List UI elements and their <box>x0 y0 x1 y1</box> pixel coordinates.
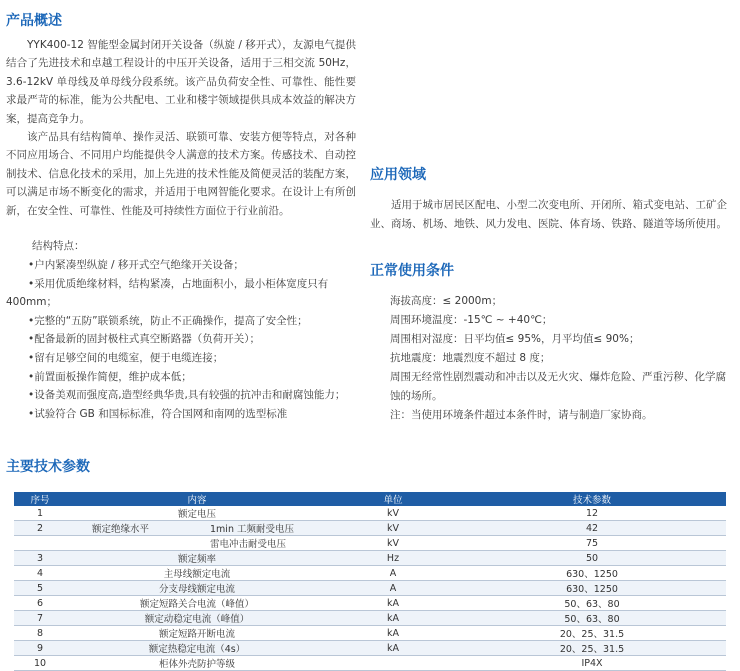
application-heading: 应用领域 <box>370 167 426 183</box>
row-no: 1 <box>14 506 66 521</box>
structure-list <box>6 256 356 423</box>
condition-item: 周围环境温度：-15℃ ~ +40℃； <box>390 314 553 326</box>
row-name: 额定电压 <box>66 506 328 521</box>
table-row <box>14 641 726 656</box>
row-name: 额定动稳定电流（峰值） <box>66 611 328 626</box>
conditions-heading: 正常使用条件 <box>370 263 454 279</box>
header-content: 内容 <box>66 492 328 506</box>
row-no: 10 <box>14 656 66 671</box>
row-no: 2 <box>14 521 66 536</box>
table-row <box>14 611 726 626</box>
row-value: 50 <box>458 551 726 566</box>
conditions-section <box>370 292 732 425</box>
condition-item: 抗地震度：地震烈度不超过 8 度； <box>390 352 551 364</box>
structure-item: •试验符合 GB 和国标标准，符合国网和南网的选型标准 <box>28 407 288 420</box>
params-table <box>14 492 726 671</box>
row-unit: kV <box>328 536 458 551</box>
overview-paragraph-2: 该产品具有结构简单、操作灵活、联锁可靠、安装方便等特点，对各种不同应用场合、不同用户均能提供令人满意的技术方案。传感技术、自动控制技术、信息化技术的采用，加上先进的技术性能及简便灵活的装配方案，可以满足市场不断变化的需求，并适用于电网智能化要求。在设计上有所创新，在安全性、可靠性、性能及可持续性方面位于行业前沿。 <box>6 131 356 217</box>
row-name: 额定短路开断电流 <box>66 626 328 641</box>
row-no <box>14 536 66 551</box>
row-no: 9 <box>14 641 66 656</box>
table-row <box>14 656 726 671</box>
table-row <box>14 626 726 641</box>
condition-item: 周围相对湿度：日平均值≤ 95%，月平均值≤ 90%； <box>390 333 640 345</box>
row-value: 50、63、80 <box>458 611 726 626</box>
row-no: 4 <box>14 566 66 581</box>
row-value: 12 <box>458 506 726 521</box>
application-section <box>370 196 732 234</box>
row-name: 柜体外壳防护等级 <box>66 656 328 671</box>
table-row <box>14 506 726 521</box>
row-name: 额定短路关合电流（峰值） <box>66 596 328 611</box>
table-row <box>14 581 726 596</box>
row-name: 主母线额定电流 <box>66 566 328 581</box>
table-row <box>14 536 726 551</box>
row-unit: A <box>328 581 458 596</box>
row-value: 630、1250 <box>458 581 726 596</box>
row-no: 5 <box>14 581 66 596</box>
row-value: 20、25、31.5 <box>458 641 726 656</box>
row-value: 42 <box>458 521 726 536</box>
structure-item: •设备美观而强度高,造型经典华贵,具有较强的抗冲击和耐腐蚀能力； <box>28 389 346 402</box>
overview-heading: 产品概述 <box>6 13 62 29</box>
row-name: 额定热稳定电流（4s） <box>66 641 328 656</box>
structure-item: •采用优质绝缘材料，结构紧凑，占地面积小，最小柜体宽度只有 <box>28 277 329 290</box>
structure-item: •完整的“五防”联锁系统，防止不正确操作，提高了安全性； <box>28 314 308 327</box>
table-row <box>14 566 726 581</box>
structure-item: •前置面板操作简便，维护成本低； <box>28 370 192 383</box>
condition-note: 注：当使用环境条件超过本条件时，请与制造厂家协商。 <box>390 409 653 421</box>
row-unit: A <box>328 566 458 581</box>
overview-section <box>6 36 356 220</box>
application-text: 适用于城市居民区配电、小型二次变电所、开闭所、箱式变电站、工矿企业、商场、机场、地铁、风力发电、医院、体育场、铁路、隧道等场所使用。 <box>370 199 727 230</box>
table-row <box>14 596 726 611</box>
structure-item: •配备最新的固封极柱式真空断路器（负荷开关）； <box>28 333 260 346</box>
row-no: 6 <box>14 596 66 611</box>
row-name: 额定频率 <box>66 551 328 566</box>
row-name: 1min 工频耐受电压 <box>210 524 294 535</box>
row-name-group <box>66 521 328 536</box>
row-unit: Hz <box>328 551 458 566</box>
table-header-row <box>14 492 726 506</box>
row-no: 8 <box>14 626 66 641</box>
row-name: 分支母线额定电流 <box>66 581 328 596</box>
row-name-text: 雷电冲击耐受电压 <box>210 539 287 550</box>
structure-item: 400mm； <box>6 296 57 309</box>
row-no: 3 <box>14 551 66 566</box>
row-value: 20、25、31.5 <box>458 626 726 641</box>
condition-item: 周围无经常性剧烈震动和冲击以及无火灾、爆炸危险、严重污秽、化学腐蚀的场所。 <box>390 371 726 402</box>
row-unit: kV <box>328 506 458 521</box>
row-unit: kA <box>328 626 458 641</box>
row-value: IP4X <box>458 656 726 671</box>
structure-item: •留有足够空间的电缆室，便于电缆连接； <box>28 351 224 364</box>
condition-item: 海拔高度：≤ 2000m； <box>390 295 503 307</box>
row-unit: kA <box>328 641 458 656</box>
row-group: 额定绝缘水平 <box>92 524 150 535</box>
row-unit: kA <box>328 596 458 611</box>
structure-title: 结构特点： <box>32 240 85 252</box>
row-name <box>66 536 328 551</box>
params-heading: 主要技术参数 <box>6 459 90 475</box>
table-row <box>14 521 726 536</box>
row-value: 630、1250 <box>458 566 726 581</box>
row-unit <box>328 656 458 671</box>
row-no: 7 <box>14 611 66 626</box>
header-no: 序号 <box>14 492 66 506</box>
header-unit: 单位 <box>328 492 458 506</box>
header-value: 技术参数 <box>458 492 726 506</box>
table-row <box>14 551 726 566</box>
params-body <box>14 506 726 671</box>
row-value: 50、63、80 <box>458 596 726 611</box>
row-value: 75 <box>458 536 726 551</box>
structure-item: •户内紧凑型纵旋 / 移开式空气绝缘开关设备； <box>28 259 244 271</box>
row-unit: kV <box>328 521 458 536</box>
overview-paragraph-1: YYK400-12 智能型金属封闭开关设备（纵旋 / 移开式），友源电气提供结合了先进技术和卓越工程设计的中压开关设备，适用于三相交流 50Hz，3.6-12kV 单母线及单母线分段系统。该产品负荷安全性、可靠性、能性要求最严苛的标准，能为公共配电、工业和楼宇领域提供具成本效益的解决方案，提高竞争力。 <box>6 39 356 125</box>
row-unit: kA <box>328 611 458 626</box>
